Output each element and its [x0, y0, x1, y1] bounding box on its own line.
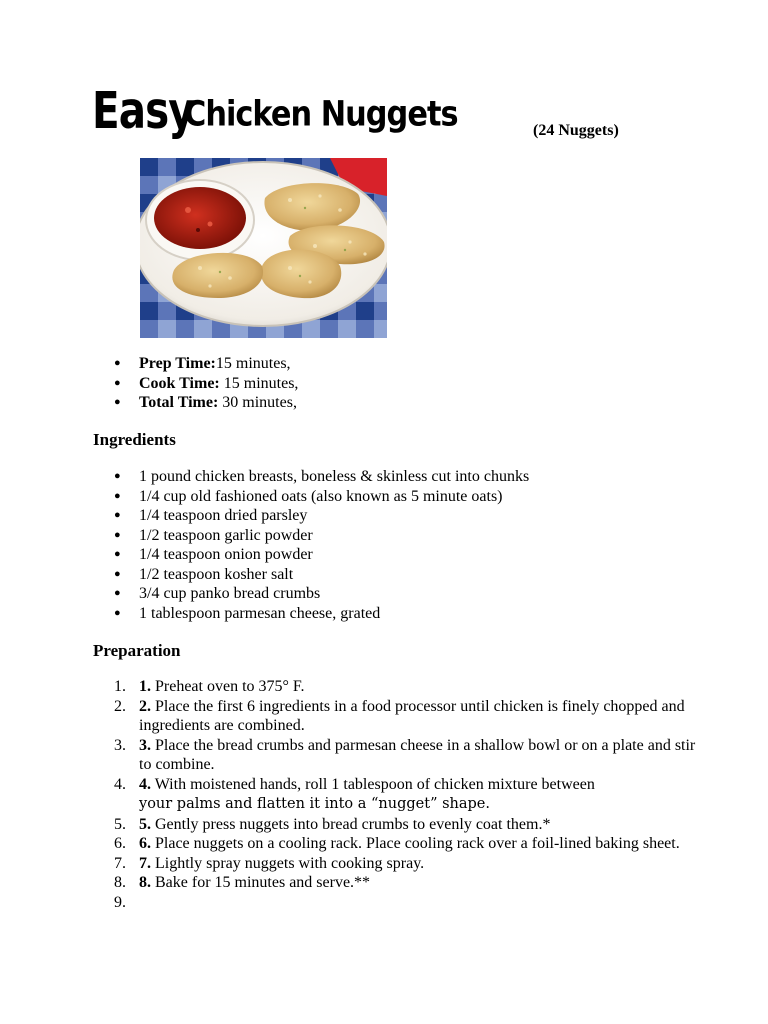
step-number: 7. — [114, 854, 126, 872]
ingredient-item — [0, 584, 529, 604]
bullet-icon: ● — [114, 489, 121, 502]
servings-count: (24 Nuggets) — [533, 122, 619, 139]
step-bold-number: 8. — [139, 874, 151, 891]
step-number: 6. — [114, 835, 126, 852]
step-bold-number: 6. — [139, 835, 151, 852]
step-item — [0, 677, 700, 697]
bullet-icon: ● — [114, 376, 121, 389]
step-text: With moistened hands, roll 1 tablespoon of chicken mixture between — [151, 775, 595, 793]
step-text: Place nuggets on a cooling rack. Place cooling rack over a foil-lined baking sheet. — [151, 835, 680, 852]
preparation-heading: Preparation — [93, 641, 181, 660]
step-bold-number: 4. — [139, 775, 151, 793]
ingredients-list — [0, 467, 529, 623]
time-value: 30 minutes, — [218, 394, 297, 411]
ingredient-item — [0, 467, 529, 487]
step-number: 3. — [114, 736, 126, 754]
time-label: Cook Time: — [139, 374, 220, 392]
step-bold-number: 2. — [139, 697, 151, 715]
time-label: Total Time: — [139, 394, 219, 411]
time-value: 15 minutes, — [219, 374, 299, 392]
time-value: 15 minutes, — [215, 355, 291, 372]
title-word-easy: Easy — [92, 82, 194, 141]
step-bold-number: 1. — [139, 678, 151, 695]
step-number: 1. — [114, 678, 126, 695]
bullet-icon: ● — [114, 567, 121, 580]
step-number: 5. — [114, 815, 126, 833]
bullet-icon: ● — [114, 509, 121, 521]
recipe-photo — [140, 158, 387, 338]
time-total — [0, 393, 298, 413]
title-word-chicken-nuggets: Chicken Nuggets — [184, 94, 458, 135]
step-number: 8. — [114, 874, 126, 891]
step-number: 2. — [114, 697, 126, 715]
ingredient-text: 1 pound chicken breasts, boneless & skinless cut into chunks — [139, 468, 530, 485]
step-text: Gently press nuggets into bread crumbs to evenly coat them.* — [151, 815, 551, 833]
step-text: Place the bread crumbs and parmesan cheese in a shallow bowl or on a plate and stir to combine. — [139, 736, 696, 773]
step-text-continued: your palms and flatten it into a “nugget” shape. — [139, 796, 490, 812]
ingredient-text: 1 tablespoon parmesan cheese, grated — [139, 604, 381, 622]
ingredient-item — [0, 604, 529, 624]
ingredient-text: 1/4 teaspoon dried parsley — [139, 507, 308, 524]
ingredients-heading: Ingredients — [93, 430, 176, 449]
ingredient-text: 1/2 teaspoon garlic powder — [139, 526, 313, 544]
step-item — [0, 834, 700, 854]
step-bold-number: 3. — [139, 736, 151, 754]
step-text: Place the first 6 ingredients in a food processor until chicken is finely chopped and ingredients are combined. — [139, 697, 685, 734]
step-item — [0, 775, 700, 815]
preparation-steps — [0, 677, 700, 911]
step-item — [0, 697, 700, 736]
time-cook — [0, 374, 298, 394]
ingredient-item — [0, 506, 529, 526]
time-prep — [0, 354, 298, 374]
step-text: Preheat oven to 375° F. — [151, 678, 305, 695]
step-number: 4. — [114, 775, 126, 793]
step-text: Lightly spray nuggets with cooking spray. — [151, 854, 425, 872]
ingredient-text: 1/2 teaspoon kosher salt — [139, 565, 294, 583]
ingredient-text: 3/4 cup panko bread crumbs — [139, 585, 321, 602]
step-text: Bake for 15 minutes and serve.** — [151, 874, 371, 891]
bullet-icon: ● — [114, 606, 121, 619]
bullet-icon: ● — [114, 470, 121, 482]
bullet-icon: ● — [114, 528, 121, 541]
ingredient-item — [0, 526, 529, 546]
bullet-icon: ● — [114, 357, 121, 369]
time-label: Prep Time: — [139, 355, 216, 372]
ingredient-item — [0, 487, 529, 507]
step-item — [0, 815, 700, 835]
ingredient-text: 1/4 cup old fashioned oats (also known as 5 minute oats) — [139, 487, 503, 505]
bullet-icon: ● — [114, 587, 121, 599]
step-item — [0, 736, 700, 775]
bullet-icon: ● — [114, 396, 121, 408]
step-bold-number: 5. — [139, 815, 151, 833]
ingredient-item — [0, 545, 529, 565]
step-item — [0, 854, 700, 874]
step-bold-number: 7. — [139, 854, 151, 872]
time-list — [0, 354, 298, 413]
ingredient-item — [0, 565, 529, 585]
ingredient-text: 1/4 teaspoon onion powder — [139, 546, 313, 563]
bullet-icon: ● — [114, 548, 121, 560]
step-item — [0, 873, 700, 893]
step-number: 9. — [114, 893, 126, 911]
